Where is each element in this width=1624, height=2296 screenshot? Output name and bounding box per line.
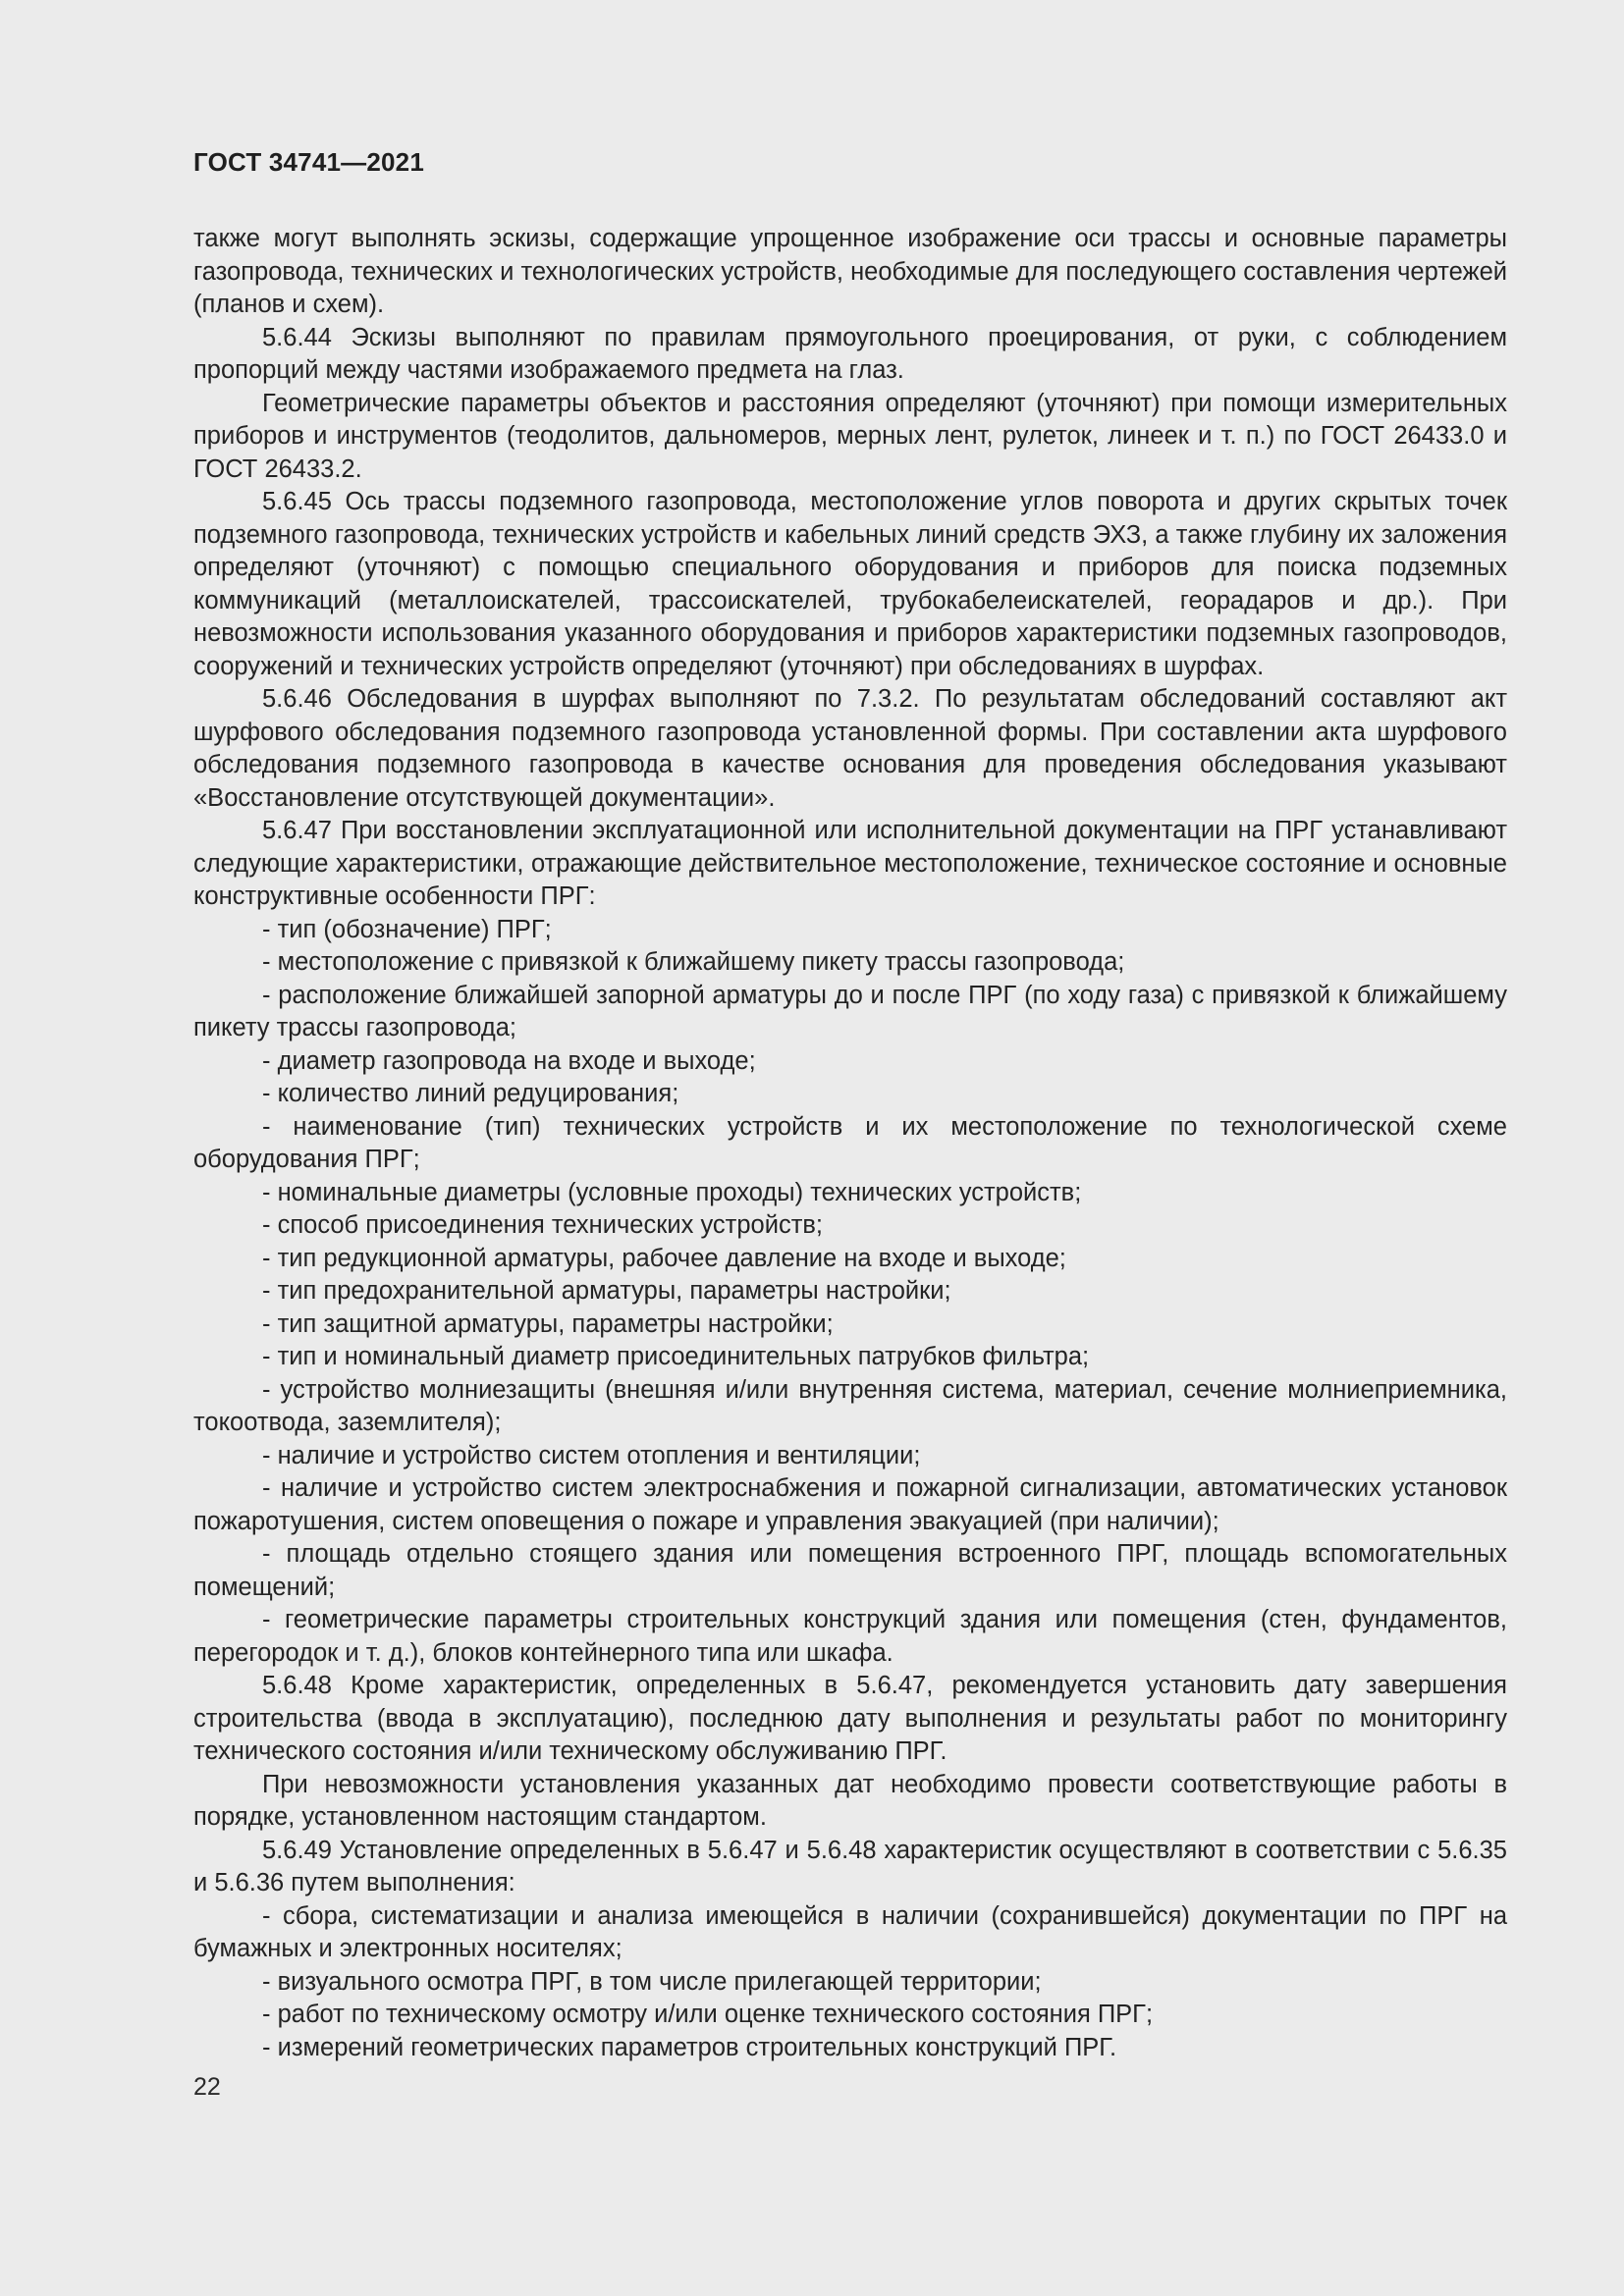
list-item: - номинальные диаметры (условные проходы) технических устройств; xyxy=(262,1178,1082,1206)
paragraph: 5.6.49 Установление определенных в 5.6.47 и 5.6.48 характеристик осуществляют в соответствии с 5.6.35 и 5.6.36 путем выполнения: xyxy=(193,1836,1507,1896)
list-item: - способ присоединения технических устройств; xyxy=(262,1211,824,1239)
paragraph: 5.6.45 Ось трассы подземного газопровода, местоположение углов поворота и других скрытых точек подземного газопровода, технических устройств и кабельных линий средств ЭХЗ, а также глубину их заложения определяют (уточняют) с помощью специального оборудования и приборов для поиска подземных коммуникаций (металлоискателей, трассоискателей, трубокабелеискателей, георадаров и др.). При невозможности использования указанного оборудования и приборов характеристики подземных газопроводов, сооружений и технических устройств определяют (уточняют) при обследованиях в шурфах. xyxy=(193,488,1507,680)
list-item: - расположение ближайшей запорной арматуры до и после ПРГ (по ходу газа) с привязкой к ближайшему пикету трассы газопровода; xyxy=(193,981,1507,1041)
list-item: - площадь отдельно стоящего здания или помещения встроенного ПРГ, площадь вспомогательных помещений; xyxy=(193,1540,1507,1601)
paragraph: 5.6.46 Обследования в шурфах выполняют по 7.3.2. По результатам обследований составляют акт шурфового обследования подземного газопровода установленной формы. При составлении акта шурфового обследования подземного газопровода в качестве основания для проведения обследования указывают «Восстановление отсутствующей документации». xyxy=(193,685,1507,812)
list-item: - наличие и устройство систем отопления и вентиляции; xyxy=(262,1441,921,1469)
list-item: - визуального осмотра ПРГ, в том числе прилегающей территории; xyxy=(262,1967,1042,1996)
paragraph: также могут выполнять эскизы, содержащие упрощенное изображение оси трассы и основные параметры газопровода, технических и технологических устройств, необходимые для последующего составления чертежей (планов и схем). xyxy=(193,225,1507,318)
list-item: - тип (обозначение) ПРГ; xyxy=(262,915,552,943)
paragraph: 5.6.44 Эскизы выполняют по правилам прямоугольного проецирования, от руки, с соблюдением пропорций между частями изображаемого предмета на глаз. xyxy=(193,323,1507,384)
list-item: - наличие и устройство систем электроснабжения и пожарной сигнализации, автоматических установок пожаротушения, систем оповещения о пожаре и управления эвакуацией (при наличии); xyxy=(193,1474,1507,1535)
list-item: - сбора, систематизации и анализа имеющейся в наличии (сохранившейся) документации по ПРГ на бумажных и электронных носителях; xyxy=(193,1901,1507,1962)
list-item: - тип редукционной арматуры, рабочее давление на входе и выходе; xyxy=(262,1244,1066,1272)
list-item: - количество линий редуцирования; xyxy=(262,1080,679,1107)
document-body xyxy=(193,223,1507,2064)
list-item: - тип предохранительной арматуры, параметры настройки; xyxy=(262,1277,951,1305)
list-item: - устройство молниезащиты (внешняя и/или внутренняя система, материал, сечение молниеприемника, токоотвода, заземлителя); xyxy=(193,1375,1507,1436)
list-item: - наименование (тип) технических устройств и их местоположение по технологической схеме оборудования ПРГ; xyxy=(193,1112,1507,1173)
paragraph: При невозможности установления указанных дат необходимо провести соответствующие работы в порядке, установленном настоящим стандартом. xyxy=(193,1770,1507,1831)
list-item: - тип защитной арматуры, параметры настройки; xyxy=(262,1309,834,1338)
document-header: ГОСТ 34741—2021 xyxy=(193,147,424,177)
page-number: 22 xyxy=(193,2073,221,2101)
list-item: - геометрические параметры строительных конструкций здания или помещения (стен, фундаментов, перегородок и т. д.), блоков контейнерного типа или шкафа. xyxy=(193,1606,1507,1667)
paragraph: 5.6.47 При восстановлении эксплуатационной или исполнительной документации на ПРГ устанавливают следующие характеристики, отражающие действительное местоположение, техническое состояние и основные конструктивные особенности ПРГ: xyxy=(193,817,1507,910)
paragraph: 5.6.48 Кроме характеристик, определенных в 5.6.47, рекомендуется установить дату завершения строительства (ввода в эксплуатацию), последнюю дату выполнения и результаты работ по мониторингу технического состояния и/или техническому обслуживанию ПРГ. xyxy=(193,1672,1507,1765)
list-item: - работ по техническому осмотру и/или оценке технического состояния ПРГ; xyxy=(262,2001,1154,2028)
list-item: - измерений геометрических параметров строительных конструкций ПРГ. xyxy=(262,2033,1117,2061)
paragraph: Геометрические параметры объектов и расстояния определяют (уточняют) при помощи измерительных приборов и инструментов (теодолитов, дальномеров, мерных лент, рулеток, линеек и т. п.) по ГОСТ 26433.0 и ГОСТ 26433.2. xyxy=(193,389,1507,483)
list-item: - диаметр газопровода на входе и выходе; xyxy=(262,1046,756,1075)
list-item: - местоположение с привязкой к ближайшему пикету трассы газопровода; xyxy=(262,948,1125,976)
list-item: - тип и номинальный диаметр присоединительных патрубков фильтра; xyxy=(262,1343,1090,1370)
